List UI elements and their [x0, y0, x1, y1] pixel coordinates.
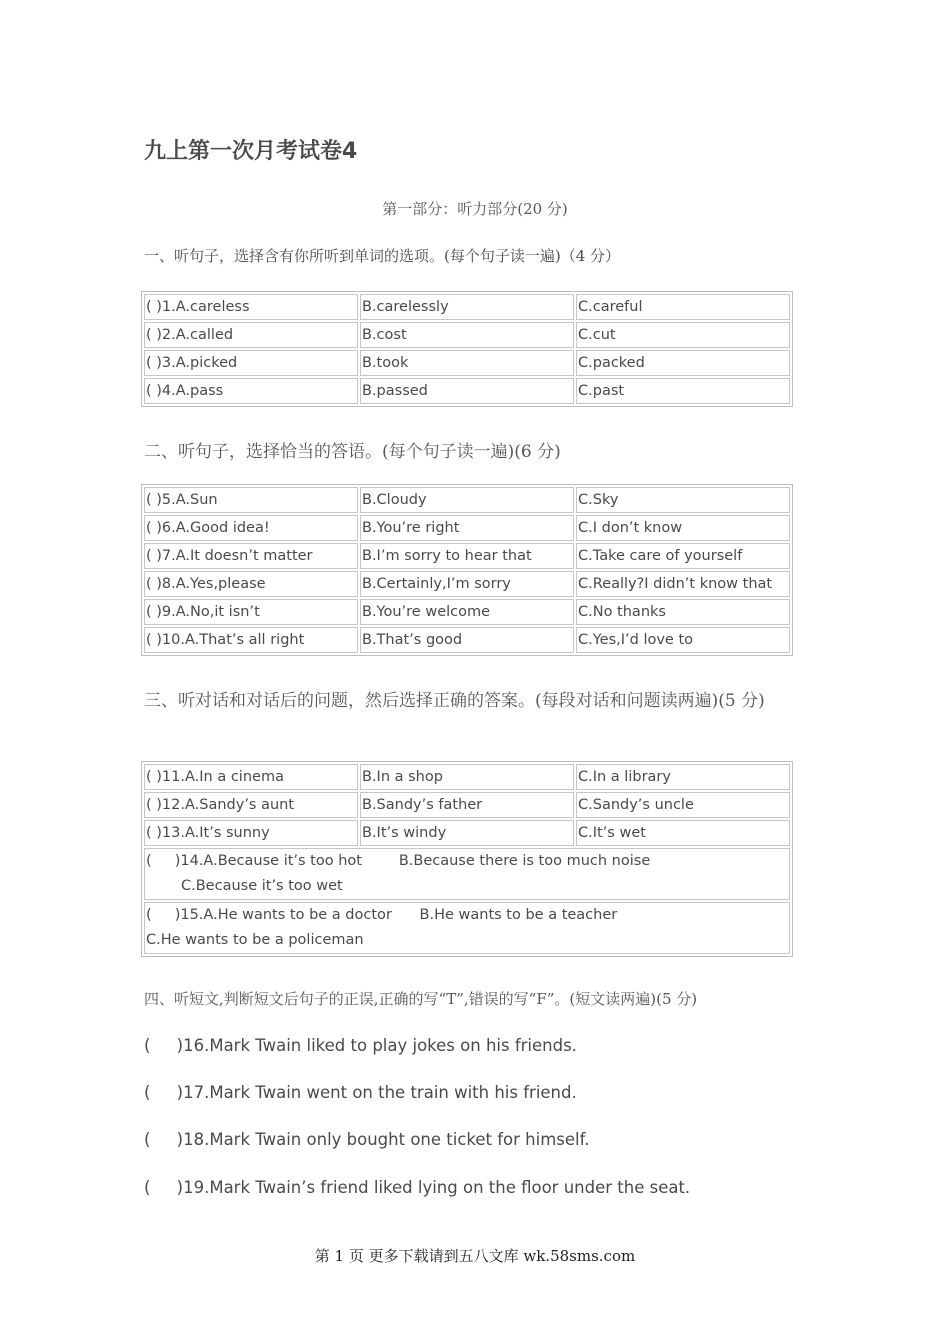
table-cell: C.cut — [576, 322, 790, 348]
table-row — [144, 902, 790, 954]
table-cell: B.Certainly,I’m sorry — [360, 571, 574, 597]
q15-line2: C.He wants to be a policeman — [146, 932, 364, 948]
table-row — [144, 820, 790, 846]
table-row — [144, 792, 790, 818]
table-cell: B.That’s good — [360, 627, 574, 653]
question-15-cell — [144, 902, 790, 954]
table-cell: ( )5.A.Sun — [144, 487, 358, 513]
table-cell: C.past — [576, 378, 790, 404]
table-cell: ( )10.A.That’s all right — [144, 627, 358, 653]
table-cell: B.Cloudy — [360, 487, 574, 513]
q14-line1: ( )14.A.Because it’s too hot B.Because there is too much noise — [146, 853, 651, 869]
table-row — [144, 599, 790, 625]
table-cell: B.passed — [360, 378, 574, 404]
table-row — [144, 571, 790, 597]
table-cell: ( )13.A.It’s sunny — [144, 820, 358, 846]
statement-18: ( )18.Mark Twain only bought one ticket for himself. — [144, 1130, 590, 1149]
part-heading: 第一部分：听力部分(20 分) — [382, 200, 568, 218]
table-cell: C.packed — [576, 350, 790, 376]
table-cell: C.Take care of yourself — [576, 543, 790, 569]
statement-17: ( )17.Mark Twain went on the train with his friend. — [144, 1083, 577, 1102]
section2-heading: 二、听句子，选择恰当的答语。(每个句子读一遍)(6 分) — [144, 442, 561, 462]
q15-line1: ( )15.A.He wants to be a doctor B.He wants to be a teacher — [146, 907, 618, 923]
table-cell: ( )11.A.In a cinema — [144, 764, 358, 790]
table-cell: B.I’m sorry to hear that — [360, 543, 574, 569]
table-row — [144, 627, 790, 653]
statement-16: ( )16.Mark Twain liked to play jokes on his friends. — [144, 1036, 577, 1055]
section3-table — [141, 761, 793, 957]
page-footer: 第 1 页 更多下载请到五八文库 wk.58sms.com — [314, 1247, 636, 1265]
table-cell: C.Really?I didn’t know that — [576, 571, 790, 597]
table-cell: B.cost — [360, 322, 574, 348]
section4-heading: 四、听短文,判断短文后句子的正误,正确的写“T”,错误的写“F”。(短文读两遍)(5 分) — [144, 990, 698, 1008]
table-cell: B.You’re welcome — [360, 599, 574, 625]
table-cell: C.No thanks — [576, 599, 790, 625]
table-cell: C.Sky — [576, 487, 790, 513]
table-cell: C.careful — [576, 294, 790, 320]
table-row — [144, 378, 790, 404]
table-cell: B.It’s windy — [360, 820, 574, 846]
table-cell: B.took — [360, 350, 574, 376]
table-row — [144, 543, 790, 569]
section1-heading: 一、听句子，选择含有你所听到单词的选项。(每个句子读一遍)（4 分） — [144, 247, 621, 265]
table-cell: ( )3.A.picked — [144, 350, 358, 376]
statement-19: ( )19.Mark Twain’s friend liked lying on the floor under the seat. — [144, 1178, 691, 1197]
table-cell: ( )4.A.pass — [144, 378, 358, 404]
q14-line2: C.Because it’s too wet — [181, 878, 343, 894]
table-cell: C.I don’t know — [576, 515, 790, 541]
table-row — [144, 487, 790, 513]
table-cell: B.In a shop — [360, 764, 574, 790]
question-14-cell — [144, 848, 790, 900]
table-cell: C.Sandy’s uncle — [576, 792, 790, 818]
table-cell: C.In a library — [576, 764, 790, 790]
table-row — [144, 515, 790, 541]
table-cell: ( )2.A.called — [144, 322, 358, 348]
table-cell: ( )1.A.careless — [144, 294, 358, 320]
table-cell: C.It’s wet — [576, 820, 790, 846]
table-row — [144, 322, 790, 348]
table-cell: B.Sandy’s father — [360, 792, 574, 818]
section3-heading: 三、听对话和对话后的问题，然后选择正确的答案。(每段对话和问题读两遍)(5 分) — [144, 691, 765, 711]
table-cell: ( )8.A.Yes,please — [144, 571, 358, 597]
table-cell: ( )6.A.Good idea! — [144, 515, 358, 541]
section1-table — [141, 291, 793, 407]
table-cell: B.carelessly — [360, 294, 574, 320]
table-cell: ( )12.A.Sandy’s aunt — [144, 792, 358, 818]
table-row — [144, 764, 790, 790]
table-cell: ( )9.A.No,it isn’t — [144, 599, 358, 625]
page-title: 九上第一次月考试卷4 — [144, 139, 358, 164]
section2-table — [141, 484, 793, 656]
table-cell: B.You’re right — [360, 515, 574, 541]
table-row — [144, 294, 790, 320]
table-cell: C.Yes,I’d love to — [576, 627, 790, 653]
table-cell: ( )7.A.It doesn’t matter — [144, 543, 358, 569]
table-row — [144, 848, 790, 900]
table-row — [144, 350, 790, 376]
